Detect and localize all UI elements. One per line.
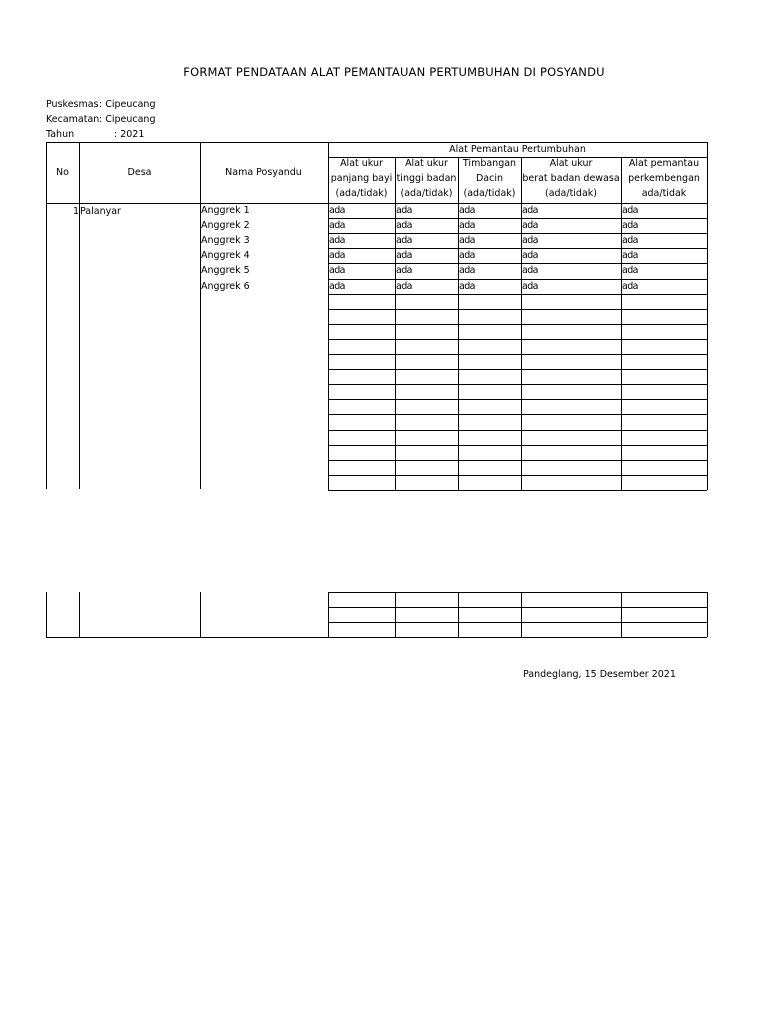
grid-hline <box>328 384 707 385</box>
grid-vline <box>707 592 708 637</box>
cell-value: ada <box>396 235 412 246</box>
kecamatan-label: Kecamatan <box>46 114 100 125</box>
cell-value: ada <box>522 220 538 231</box>
subheader-text: (ada/tidak) <box>463 188 516 199</box>
grid-vline <box>46 592 47 637</box>
grid-vline <box>200 142 201 489</box>
cell-value: ada <box>622 265 638 276</box>
grid-vline <box>458 592 459 637</box>
grid-hline <box>328 607 707 608</box>
cell-value: ada <box>622 235 638 246</box>
grid-hline <box>328 233 707 234</box>
cell-value: ada <box>329 205 345 216</box>
document-title: FORMAT PENDATAAN ALAT PEMANTAUAN PERTUMBUHAN DI POSYANDU <box>183 65 605 79</box>
grid-hline <box>328 354 707 355</box>
grid-hline <box>328 399 707 400</box>
subheader-text: Alat ukur <box>549 158 593 169</box>
cell-value: ada <box>459 235 475 246</box>
cell-value: ada <box>522 250 538 261</box>
meta-puskesmas <box>46 99 156 110</box>
subheader-text: berat badan dewasa <box>522 173 620 184</box>
grid-hline <box>328 592 707 593</box>
grid-vline <box>521 592 522 637</box>
cell-value: ada <box>622 220 638 231</box>
cell-value: ada <box>622 250 638 261</box>
signature-date: Pandeglang, 15 Desember 2021 <box>523 669 676 680</box>
posyandu-name: Anggrek 1 <box>201 205 250 216</box>
cell-value: ada <box>622 205 638 216</box>
cell-value: ada <box>622 281 638 292</box>
subheader-text: Alat ukur <box>340 158 383 169</box>
header-alat-pemantau: Alat Pemantau Pertumbuhan <box>449 144 586 155</box>
cell-value: ada <box>522 281 538 292</box>
cell-value: ada <box>522 235 538 246</box>
grid-vline <box>200 592 201 637</box>
row-number: 1 <box>72 206 79 217</box>
cell-value: ada <box>396 250 412 261</box>
row-desa: Palanyar <box>80 206 121 217</box>
cell-value: ada <box>459 250 475 261</box>
subheader-text: Dacin <box>475 173 504 184</box>
cell-value: ada <box>459 220 475 231</box>
cell-value: ada <box>522 265 538 276</box>
tahun-label: Tahun <box>46 129 75 140</box>
grid-hline <box>328 490 707 491</box>
grid-vline <box>79 142 80 489</box>
grid-hline <box>328 339 707 340</box>
subheader-text: panjang bayi <box>330 173 393 184</box>
subheader-text: tinggi badan <box>396 173 457 184</box>
cell-value: ada <box>329 281 345 292</box>
header-nama-posyandu: Nama Posyandu <box>225 167 302 178</box>
cell-value: ada <box>396 205 412 216</box>
cell-value: ada <box>329 235 345 246</box>
subheader-text: ada/tidak <box>641 188 687 199</box>
cell-value: ada <box>329 265 345 276</box>
grid-hline <box>328 218 707 219</box>
grid-hline <box>328 248 707 249</box>
cell-value: ada <box>396 220 412 231</box>
grid-hline <box>328 369 707 370</box>
subheader-text: (ada/tidak) <box>400 188 453 199</box>
grid-hline <box>46 637 707 638</box>
grid-hline <box>328 294 707 295</box>
meta-tahun <box>46 129 144 140</box>
subheader-text: Timbangan <box>462 158 517 169</box>
grid-vline <box>46 142 47 489</box>
cell-value: ada <box>396 281 412 292</box>
posyandu-name: Anggrek 5 <box>201 265 250 276</box>
cell-value: ada <box>459 281 475 292</box>
subheader-text: perkembengan <box>628 173 700 184</box>
grid-vline <box>707 142 708 490</box>
cell-value: ada <box>459 265 475 276</box>
cell-value: ada <box>459 205 475 216</box>
grid-hline <box>328 460 707 461</box>
grid-hline <box>328 324 707 325</box>
grid-vline <box>79 592 80 637</box>
grid-hline <box>328 279 707 280</box>
grid-hline <box>328 309 707 310</box>
posyandu-name: Anggrek 4 <box>201 250 250 261</box>
subheader-text: (ada/tidak) <box>544 188 597 199</box>
puskesmas-value: : Cipeucang <box>99 99 156 110</box>
grid-hline <box>328 622 707 623</box>
puskesmas-label: Puskesmas <box>46 99 99 110</box>
grid-hline <box>46 203 707 204</box>
grid-vline <box>395 592 396 637</box>
grid-hline <box>328 430 707 431</box>
cell-value: ada <box>329 250 345 261</box>
header-no: No <box>56 167 69 178</box>
kecamatan-value: : Cipeucang <box>99 114 156 125</box>
grid-hline <box>328 445 707 446</box>
posyandu-name: Anggrek 6 <box>201 281 250 292</box>
tahun-value: : 2021 <box>114 129 145 140</box>
posyandu-name: Anggrek 2 <box>201 220 250 231</box>
cell-value: ada <box>522 205 538 216</box>
cell-value: ada <box>329 220 345 231</box>
subheader-text: (ada/tidak) <box>335 188 388 199</box>
subheader-text: Alat pemantau <box>628 158 700 169</box>
grid-vline <box>621 592 622 637</box>
grid-hline <box>328 475 707 476</box>
header-desa: Desa <box>127 167 152 178</box>
grid-hline <box>328 414 707 415</box>
meta-kecamatan <box>46 114 156 125</box>
subheader-text: Alat ukur <box>405 158 448 169</box>
grid-vline <box>328 592 329 637</box>
posyandu-name: Anggrek 3 <box>201 235 250 246</box>
grid-hline <box>328 263 707 264</box>
grid-hline <box>46 142 707 143</box>
cell-value: ada <box>396 265 412 276</box>
